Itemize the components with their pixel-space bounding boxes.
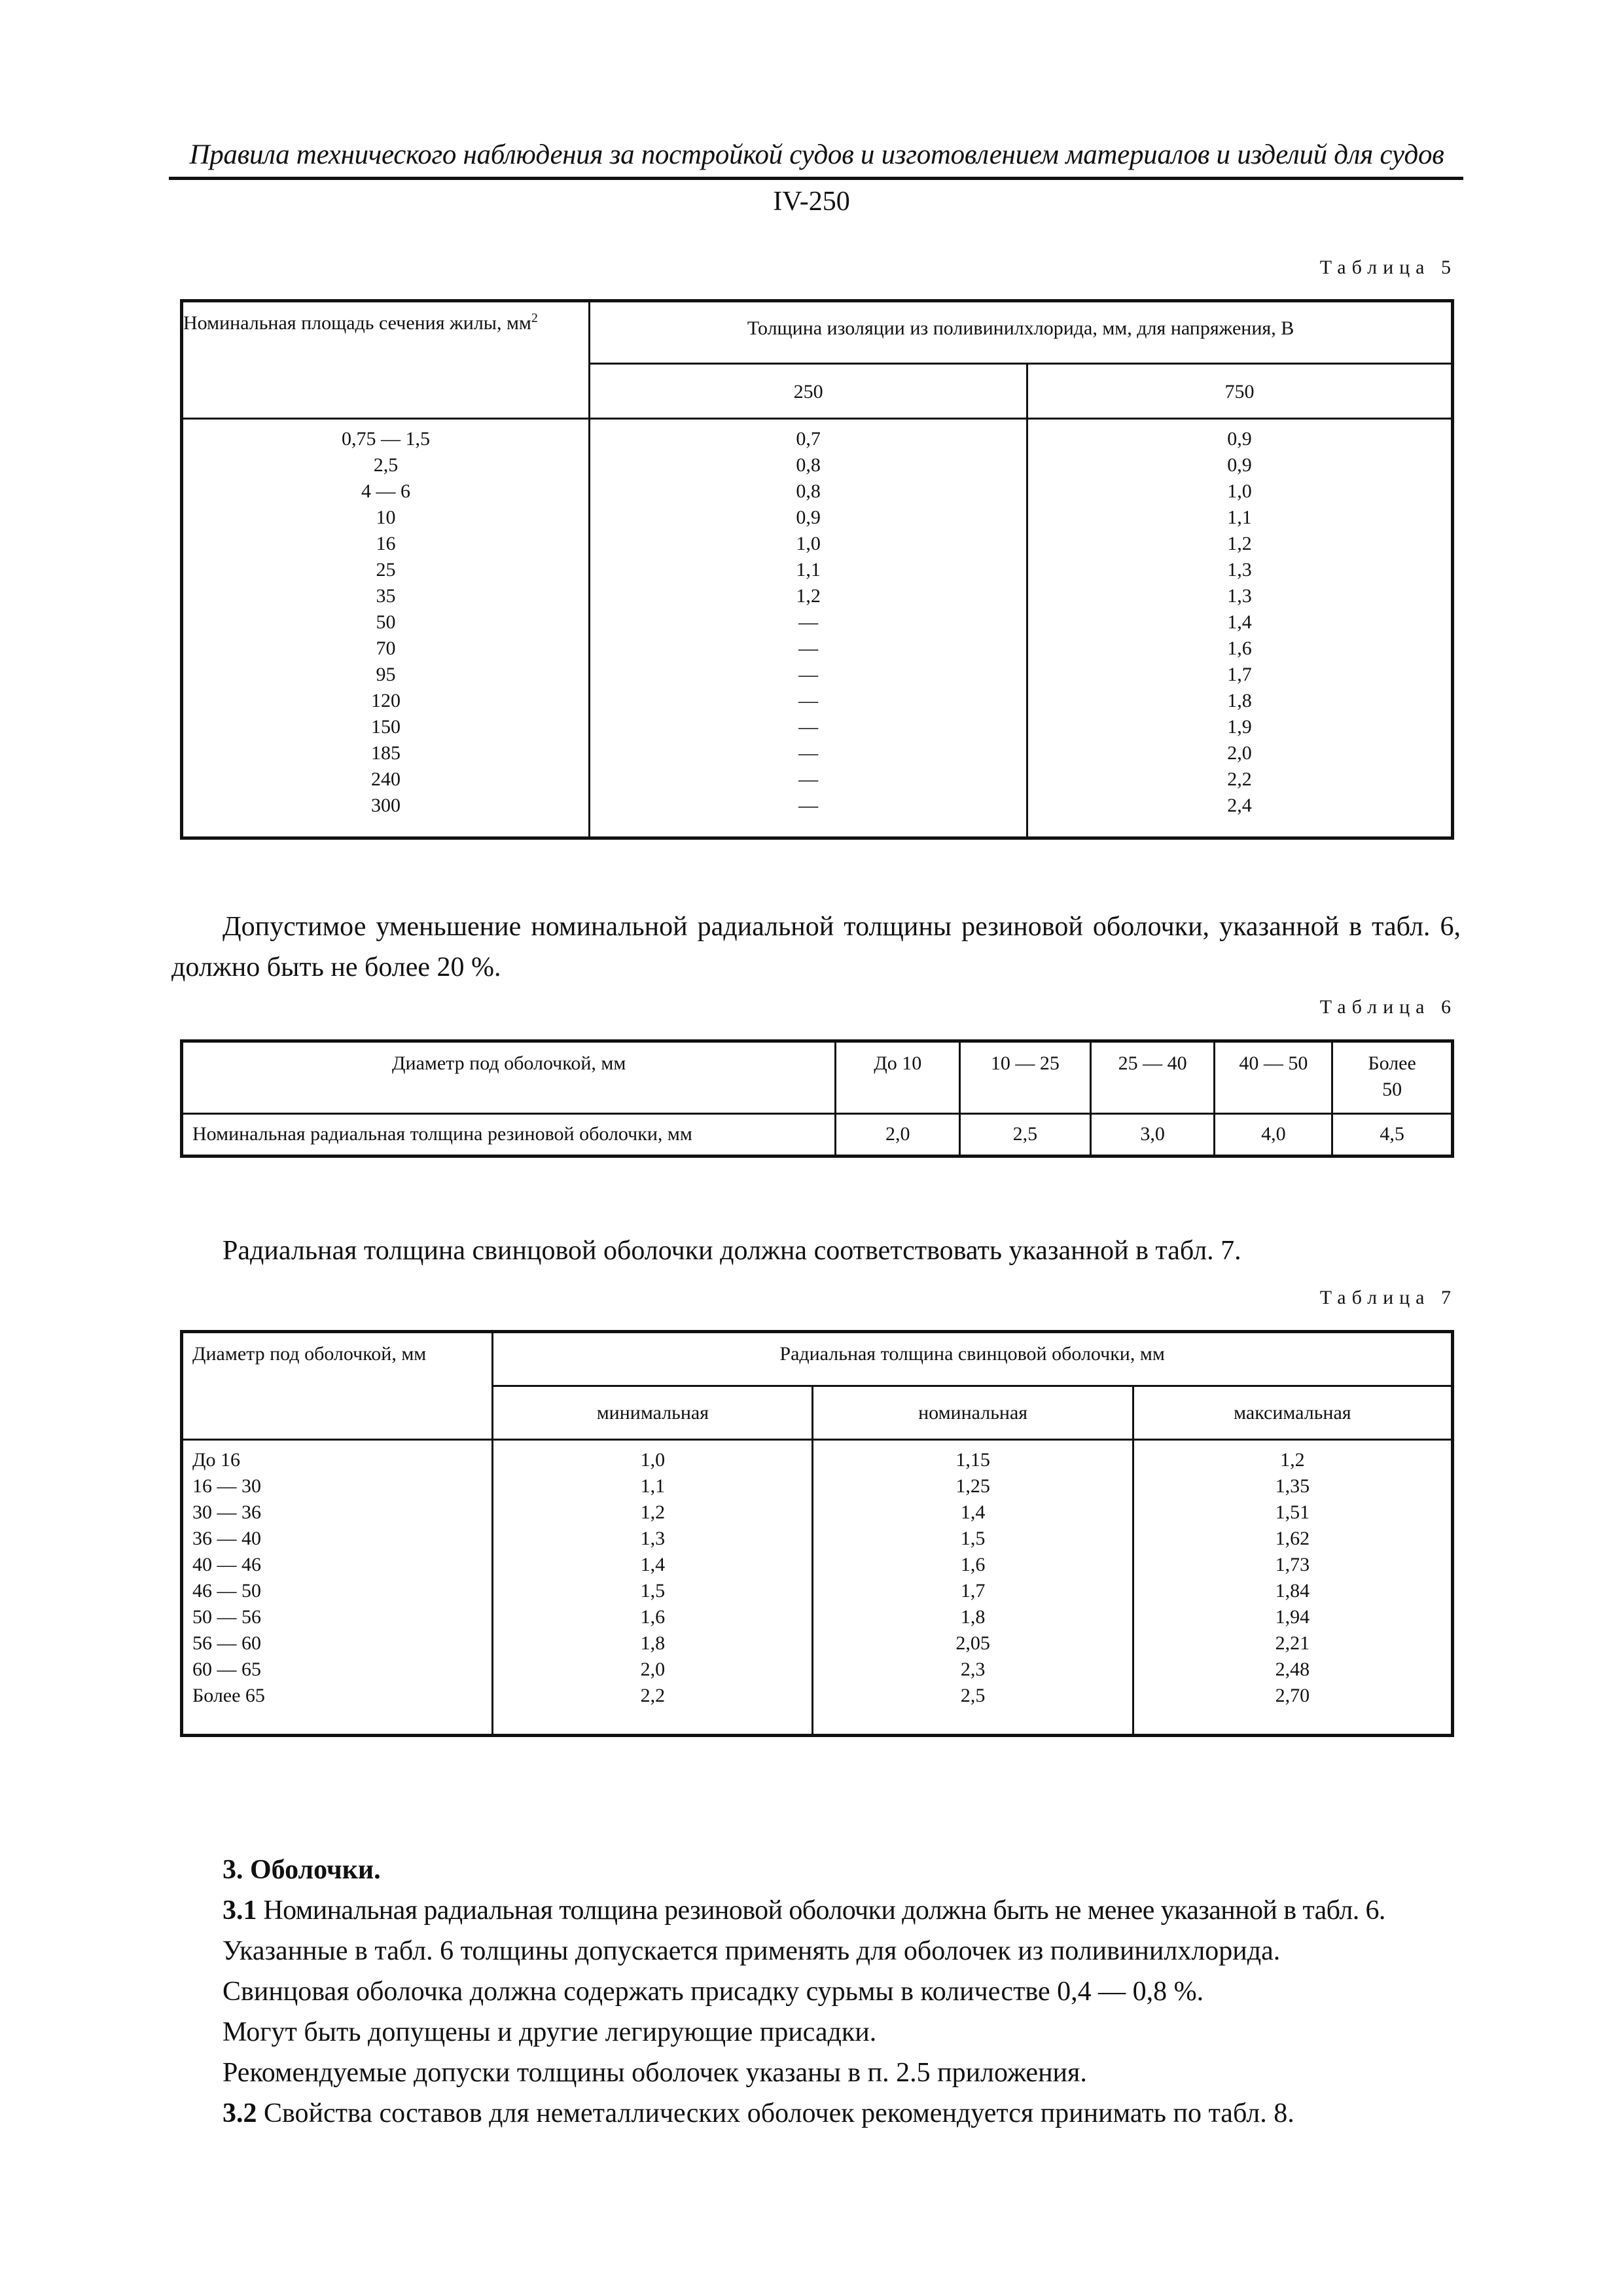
table7-col1-header: Диаметр под оболочкой, мм xyxy=(183,1333,493,1440)
table7-nom-cell: 1,25 xyxy=(955,1475,990,1497)
table5-250-cell: — xyxy=(798,690,819,711)
table5-250-cell: — xyxy=(798,637,819,659)
section3-line-3: Могут быть допущены и другие легирующие присадки. xyxy=(223,2017,877,2047)
table5-750-cell: 1,2 xyxy=(1227,533,1252,554)
table7-nom-cell: 1,4 xyxy=(960,1501,986,1523)
table5-group-header: Толщина изоляции из поливинилхлорида, мм, для напряжения, В xyxy=(590,302,1452,364)
paragraph-lead-sheath: Радиальная толщина свинцовой оболочки должна соответствовать указанной в табл. 7. xyxy=(223,1236,1241,1266)
table7-min-cell: 1,4 xyxy=(640,1554,666,1575)
table6-header-4: 40 — 50 xyxy=(1215,1042,1332,1114)
table5-250-cell: — xyxy=(798,768,819,790)
section3-2-paragraph: 3.2 Свойства составов для неметаллических оболочек рекомендуется принимать по табл. 8. xyxy=(223,2098,1294,2128)
table7-min-cell: 1,6 xyxy=(640,1606,666,1628)
table7-nom-cell: 1,7 xyxy=(960,1580,986,1602)
table5-section-cell: 2,5 xyxy=(373,454,399,476)
table6-value-1: 2,0 xyxy=(836,1114,960,1156)
table5-750-cell: 0,9 xyxy=(1227,428,1252,450)
table5-250-cell: — xyxy=(798,611,819,633)
table6-thickness-label: Номинальная радиальная толщина резиновой оболочки, мм xyxy=(183,1114,836,1156)
table5-750-cell: 1,0 xyxy=(1227,480,1252,502)
table7-max-cell: 1,2 xyxy=(1280,1449,1305,1471)
table6-diameter-label: Диаметр под оболочкой, мм xyxy=(183,1042,836,1114)
table5-750-list xyxy=(1028,426,1451,819)
table7-min-cell: 1,3 xyxy=(640,1528,666,1549)
table7-subheader-max: максимальная xyxy=(1133,1386,1452,1440)
table7-nom-cell: 1,5 xyxy=(960,1528,986,1549)
table6-caption: Таблица 6 xyxy=(1319,996,1457,1018)
table7-max-cell: 1,51 xyxy=(1275,1501,1310,1523)
table7-diameter-cell: 46 — 50 xyxy=(192,1580,261,1602)
table5-section-cell: 150 xyxy=(371,716,401,738)
table7-diameter-cell: 60 — 65 xyxy=(192,1659,261,1680)
table5-750-cell: 0,9 xyxy=(1227,454,1252,476)
table7-min-cell: 2,2 xyxy=(640,1685,666,1706)
table7-max-cell: 1,94 xyxy=(1275,1606,1310,1628)
page-number: IV-250 xyxy=(773,187,850,217)
table5-sections-column xyxy=(183,419,590,838)
table7-diameter-cell: 56 — 60 xyxy=(192,1632,261,1654)
table6-value-3: 3,0 xyxy=(1090,1114,1215,1156)
table7-diameter-cell: 50 — 56 xyxy=(192,1606,261,1628)
table6-value-2: 2,5 xyxy=(960,1114,1091,1156)
table5-750-cell: 1,3 xyxy=(1227,559,1252,581)
table5-section-cell: 4 — 6 xyxy=(361,480,411,502)
table5-section-cell: 240 xyxy=(371,768,401,790)
table5-section-cell: 10 xyxy=(376,507,396,528)
paragraph-thickness-reduction: Допустимое уменьшение номинальной радиальной толщины резиновой оболочки, указанной в табл. 6, должно быть не более 20 %. xyxy=(171,912,1461,982)
table7-nom-cell: 2,3 xyxy=(960,1659,986,1680)
table5-sections-list xyxy=(183,426,588,819)
table5-caption: Таблица 5 xyxy=(1319,257,1457,278)
section3-line-1: Указанные в табл. 6 толщины допускается применять для оболочек из поливинилхлорида. xyxy=(223,1936,1281,1966)
table7-max-cell: 2,48 xyxy=(1275,1659,1310,1680)
section3-line-2: Свинцовая оболочка должна содержать присадку сурьмы в количестве 0,4 — 0,8 %. xyxy=(223,1977,1204,2007)
table7-group-header: Радиальная толщина свинцовой оболочки, мм xyxy=(493,1333,1452,1386)
table7-diameter-cell: Более 65 xyxy=(192,1685,265,1706)
table7-min-cell: 1,5 xyxy=(640,1580,666,1602)
table7-nom-column xyxy=(813,1440,1133,1735)
table5-750-cell: 1,8 xyxy=(1227,690,1252,711)
running-header: Правила технического наблюдения за постройкой судов и изготовлением материалов и изделий для судов xyxy=(189,139,1444,170)
table5-250-cell: 0,8 xyxy=(796,480,821,502)
table7-diameter-cell: До 16 xyxy=(192,1449,240,1471)
table5-750-cell: 1,4 xyxy=(1227,611,1252,633)
table5-750-cell: 2,2 xyxy=(1227,768,1252,790)
table7-max-column xyxy=(1133,1440,1452,1735)
table5-section-cell: 35 xyxy=(376,585,396,607)
table5-250-cell: 1,1 xyxy=(796,559,821,581)
table5-250-cell: 1,2 xyxy=(796,585,821,607)
table5-subheader-750: 750 xyxy=(1027,364,1452,419)
table6-header-5: Более 50 xyxy=(1332,1042,1452,1114)
table7-min-cell: 1,0 xyxy=(640,1449,666,1471)
table7-max-cell: 1,62 xyxy=(1275,1528,1310,1549)
table7-max-cell: 2,70 xyxy=(1275,1685,1310,1706)
table5-750-cell: 2,0 xyxy=(1227,742,1252,764)
table5-250-list xyxy=(590,426,1026,819)
table7-nom-cell: 2,5 xyxy=(960,1685,986,1706)
table7-min-list xyxy=(493,1447,812,1709)
table7-subheader-nom: номинальная xyxy=(813,1386,1133,1440)
table5-section-cell: 50 xyxy=(376,611,396,633)
table7-nom-list xyxy=(813,1447,1132,1709)
table7-nom-cell: 1,8 xyxy=(960,1606,986,1628)
table6-header-3: 25 — 40 xyxy=(1090,1042,1215,1114)
table5-250-cell: 0,8 xyxy=(796,454,821,476)
section3-line-4: Рекомендуемые допуски толщины оболочек указаны в п. 2.5 приложения. xyxy=(223,2058,1087,2088)
table7-diameter-cell: 16 — 30 xyxy=(192,1475,261,1497)
section3-1-paragraph: 3.1 Номинальная радиальная толщина резиновой оболочки должна быть не менее указанной в табл. 6. xyxy=(223,1895,1385,1926)
table5-250-cell: — xyxy=(798,742,819,764)
table7-nom-cell: 2,05 xyxy=(955,1632,990,1654)
table7-min-cell: 2,0 xyxy=(640,1659,666,1680)
table5-750-cell: 2,4 xyxy=(1227,795,1252,816)
table7-max-cell: 1,35 xyxy=(1275,1475,1310,1497)
table5-section-cell: 185 xyxy=(371,742,401,764)
table6-header-1: До 10 xyxy=(836,1042,960,1114)
table6-value-4: 4,0 xyxy=(1215,1114,1332,1156)
table6-value-5: 4,5 xyxy=(1332,1114,1452,1156)
table5-750-cell: 1,9 xyxy=(1227,716,1252,738)
table7-min-cell: 1,1 xyxy=(640,1475,666,1497)
table5-750-column xyxy=(1027,419,1452,838)
table5-250-cell: 1,0 xyxy=(796,533,821,554)
table7-diameter-column xyxy=(183,1440,493,1735)
header-rule xyxy=(169,177,1463,180)
table7-diameter-cell: 30 — 36 xyxy=(192,1501,261,1523)
table5-250-cell: — xyxy=(798,716,819,738)
table7-min-cell: 1,8 xyxy=(640,1632,666,1654)
section3-title: 3. Оболочки. xyxy=(223,1855,381,1885)
table7-max-cell: 1,84 xyxy=(1275,1580,1310,1602)
table5-section-cell: 0,75 — 1,5 xyxy=(342,428,431,450)
table5-750-cell: 1,6 xyxy=(1227,637,1252,659)
table7-diameter-cell: 40 — 46 xyxy=(192,1554,261,1575)
table5-250-cell: 0,7 xyxy=(796,428,821,450)
table5-section-cell: 70 xyxy=(376,637,396,659)
table7-subheader-min: минимальная xyxy=(493,1386,813,1440)
table5-section-cell: 120 xyxy=(371,690,401,711)
table5-750-cell: 1,3 xyxy=(1227,585,1252,607)
table5-section-cell: 300 xyxy=(371,795,401,816)
table7-diameter-cell: 36 — 40 xyxy=(192,1528,261,1549)
table-7 xyxy=(181,1331,1453,1736)
table-5 xyxy=(181,300,1453,838)
table7-min-column xyxy=(493,1440,813,1735)
table7-max-cell: 1,73 xyxy=(1275,1554,1310,1575)
table5-750-cell: 1,1 xyxy=(1227,507,1252,528)
table7-min-cell: 1,2 xyxy=(640,1501,666,1523)
table5-250-cell: — xyxy=(798,795,819,816)
table5-subheader-250: 250 xyxy=(590,364,1027,419)
table5-section-cell: 16 xyxy=(376,533,396,554)
table5-250-column xyxy=(590,419,1027,838)
table6-header-2: 10 — 25 xyxy=(960,1042,1091,1114)
table-6 xyxy=(181,1041,1453,1157)
table7-nom-cell: 1,6 xyxy=(960,1554,986,1575)
table5-section-cell: 95 xyxy=(376,664,396,685)
table7-diameter-list xyxy=(192,1447,491,1709)
table5-col1-header: Номинальная площадь сечения жилы, $мм^2$ xyxy=(183,302,590,419)
table7-caption: Таблица 7 xyxy=(1319,1287,1457,1308)
table5-section-cell: 25 xyxy=(376,559,396,581)
table7-max-cell: 2,21 xyxy=(1275,1632,1310,1654)
table7-nom-cell: 1,15 xyxy=(955,1449,990,1471)
table5-250-cell: — xyxy=(798,664,819,685)
table5-750-cell: 1,7 xyxy=(1227,664,1252,685)
table7-max-list xyxy=(1134,1447,1451,1709)
table5-250-cell: 0,9 xyxy=(796,507,821,528)
